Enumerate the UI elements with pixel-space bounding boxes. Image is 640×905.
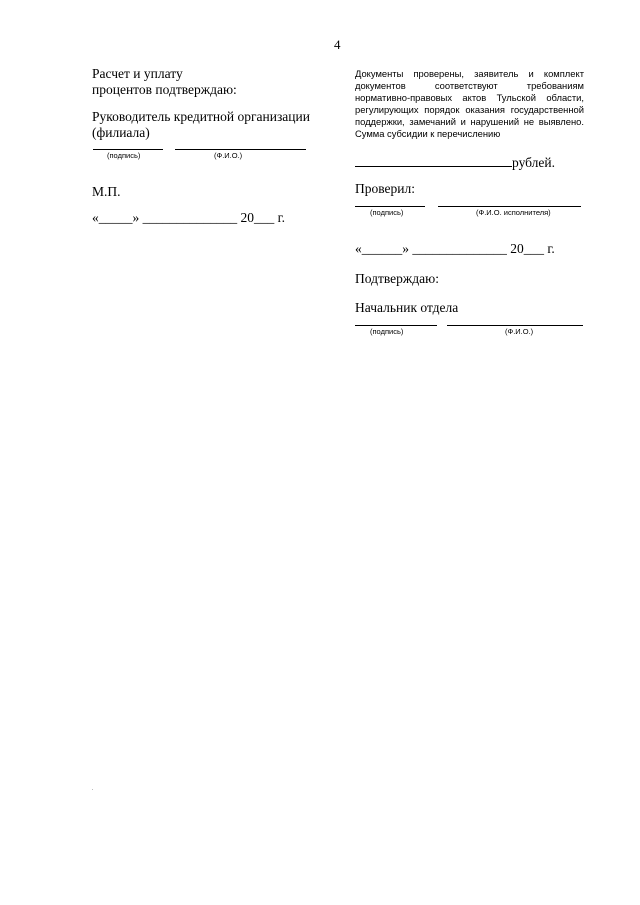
fio-caption: (Ф.И.О.) — [214, 151, 243, 160]
dept-signature-caption: (подпись) — [370, 327, 404, 336]
signature-line — [93, 149, 163, 150]
checked-label: Проверил: — [355, 181, 415, 196]
sum-blank — [355, 154, 512, 167]
verification-paragraph: Документы проверены, заявитель и комплект документов соответствуют требованиям нормативно-правовых актов Тульской области, регулирующих порядок оказания государственной поддержки, замечаний и нарушений не выявлено. Сумма субсидии к перечислению — [355, 68, 584, 139]
confirm-text-line2: процентов подтверждаю: — [92, 82, 237, 97]
checked-fio-line — [438, 206, 581, 207]
checked-signature-caption: (подпись) — [370, 208, 404, 217]
head-title-line1: Руководитель кредитной организации — [92, 109, 310, 124]
confirm-text-line1: Расчет и уплату — [92, 66, 183, 81]
stamp-label: М.П. — [92, 184, 121, 199]
scan-speck — [92, 789, 93, 790]
checked-fio-caption: (Ф.И.О. исполнителя) — [476, 208, 551, 217]
dept-head-label: Начальник отдела — [355, 300, 459, 315]
dept-signature-line — [355, 325, 437, 326]
head-title-line2: (филиала) — [92, 125, 150, 140]
right-date-line: «______» ______________ 20___ г. — [355, 241, 555, 256]
fio-line — [175, 149, 306, 150]
dept-fio-caption: (Ф.И.О.) — [505, 327, 534, 336]
approve-label: Подтверждаю: — [355, 271, 439, 286]
page-number: 4 — [334, 37, 341, 52]
checked-signature-line — [355, 206, 425, 207]
rubles-label: рублей. — [512, 155, 556, 170]
subsidy-sum-line — [355, 154, 555, 171]
signature-caption: (подпись) — [107, 151, 141, 160]
date-line: «_____» ______________ 20___ г. — [92, 210, 286, 225]
dept-fio-line — [447, 325, 583, 326]
